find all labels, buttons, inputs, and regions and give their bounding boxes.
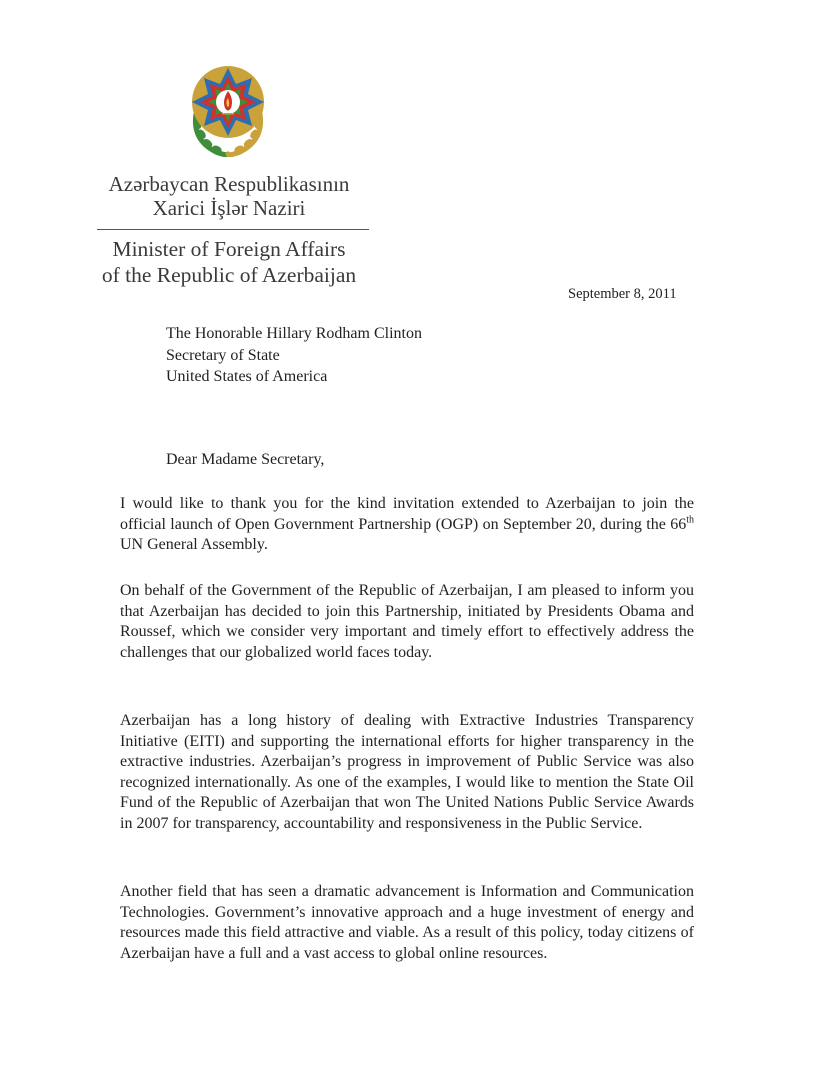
recipient-address [166,323,422,388]
letterhead-en-line2: of the Republic of Azerbaijan [101,263,357,287]
paragraph-1-text-end: UN General Assembly. [120,536,268,554]
letterhead-divider [97,229,369,230]
recipient-country: United States of America [166,368,328,385]
coat-of-arms-icon [186,62,270,158]
paragraph-1-text: I would like to thank you for the kind invitation extended to Azerbaijan to join the official launch of Open Government Partnership (OGP) on September 20, during the 66 [120,495,694,533]
paragraph-1 [120,494,694,556]
letterhead-en-line1: Minister of Foreign Affairs [112,237,346,261]
paragraph-3: Azerbaijan has a long history of dealing with Extractive Industries Transparency Initiative (EITI) and supporting the international efforts for higher transparency in the extractive industries. Azerbaijan’s progress in improvement of Public Service was also recognized internationally. As one of the examples, I would like to mention the State Oil Fund of the Republic of Azerbaijan that won The United Nations Public Service Awards in 2007 for transparency, accountability and responsiveness in the Public Service. [120,712,694,832]
recipient-name: The Honorable Hillary Rodham Clinton [166,325,422,342]
recipient-title: Secretary of State [166,346,280,364]
letterhead-az-line2: Xarici İşlər Naziri [152,196,306,220]
letterhead-english [88,236,370,288]
paragraph-4: Another field that has seen a dramatic advancement is Information and Communication Technologies. Government’s innovative approach and a huge investment of energy and resources made this field attractive and viable. As a result of this policy, today citizens of Azerbaijan have a full and a vast access to global online resources. [120,883,694,962]
paragraph-1-superscript: th [686,514,694,526]
letterhead-azerbaijani [88,172,370,220]
salutation: Dear Madame Secretary, [166,451,325,468]
letterhead-az-line1: Azərbaycan Respublikasının [108,172,350,196]
paragraph-2: On behalf of the Government of the Republic of Azerbaijan, I am pleased to inform you that Azerbaijan has decided to join this Partnership, initiated by Presidents Obama and Roussef, which we consider very important and timely effort to effectively address the challenges that our globalized world faces today. [120,582,694,661]
azerbaijan-emblem-icon [186,62,270,158]
letter-date: September 8, 2011 [568,286,677,302]
